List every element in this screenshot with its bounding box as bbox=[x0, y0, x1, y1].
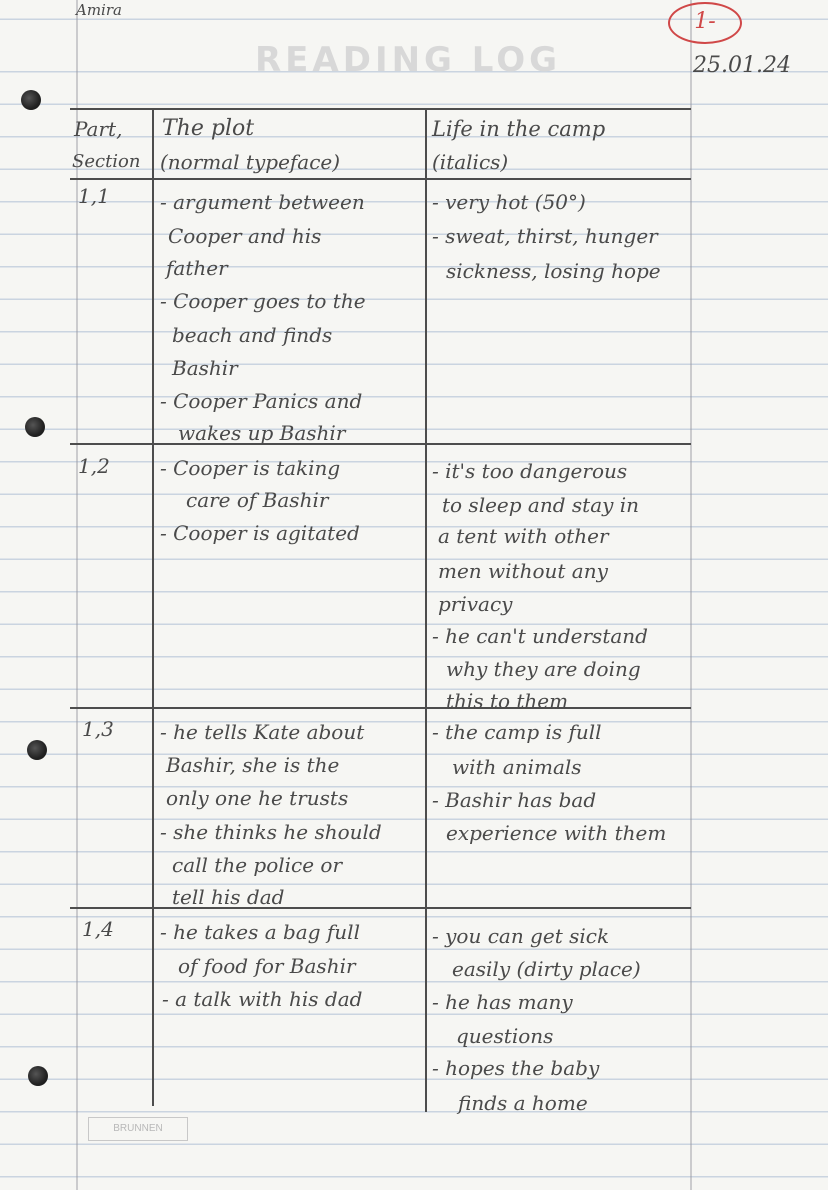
section-label: 1,1 bbox=[78, 184, 110, 208]
plot-line: tell his dad bbox=[172, 885, 285, 909]
camp-line: easily (dirty place) bbox=[452, 957, 641, 981]
camp-line: to sleep and stay in bbox=[442, 493, 640, 517]
header-section: Section bbox=[72, 151, 141, 172]
notebook-brand-logo: BRUNNEN bbox=[88, 1117, 188, 1141]
camp-line: - hopes the baby bbox=[432, 1056, 600, 1080]
date: 25.01.24 bbox=[693, 53, 791, 78]
student-name: Amira bbox=[76, 1, 122, 19]
plot-line: - Cooper is taking bbox=[160, 456, 341, 480]
camp-line: - it's too dangerous bbox=[432, 459, 628, 483]
punch-hole bbox=[25, 417, 45, 437]
camp-line: why they are doing bbox=[446, 657, 641, 681]
punch-hole bbox=[21, 90, 41, 110]
section-label: 1,4 bbox=[82, 917, 114, 941]
plot-line: - a talk with his dad bbox=[162, 987, 363, 1011]
header-plot-note: (normal typeface) bbox=[160, 150, 341, 174]
column-divider-1 bbox=[152, 108, 154, 1106]
camp-line: - the camp is full bbox=[432, 720, 602, 744]
punch-hole bbox=[27, 740, 47, 760]
plot-line: of food for Bashir bbox=[178, 954, 356, 978]
plot-line: Bashir, she is the bbox=[166, 753, 340, 777]
header-camp-note: (italics) bbox=[432, 150, 509, 174]
camp-line: questions bbox=[456, 1024, 554, 1048]
camp-line: this to them bbox=[446, 689, 569, 713]
plot-line: call the police or bbox=[172, 853, 343, 877]
row-divider bbox=[70, 443, 691, 445]
plot-line: father bbox=[166, 256, 228, 280]
plot-line: - she thinks he should bbox=[160, 820, 382, 844]
plot-line: wakes up Bashir bbox=[178, 421, 346, 445]
plot-line: - argument between bbox=[160, 190, 365, 214]
camp-line: - Bashir has bad bbox=[432, 788, 597, 812]
header-plot: The plot bbox=[162, 116, 255, 141]
plot-line: - Cooper Panics and bbox=[160, 389, 363, 413]
grade-mark: 1- bbox=[668, 2, 742, 44]
plot-line: only one he trusts bbox=[166, 786, 349, 810]
camp-line: sickness, losing hope bbox=[446, 259, 661, 283]
plot-line: Cooper and his bbox=[168, 224, 322, 248]
camp-line: a tent with other bbox=[438, 524, 609, 548]
camp-line: finds a home bbox=[458, 1091, 588, 1115]
plot-line: - Cooper is agitated bbox=[160, 521, 360, 545]
plot-line: beach and finds bbox=[172, 323, 333, 347]
camp-line: privacy bbox=[438, 592, 513, 616]
section-label: 1,3 bbox=[82, 717, 114, 741]
plot-line: care of Bashir bbox=[186, 488, 329, 512]
header-camp: Life in the camp bbox=[432, 117, 606, 141]
row-divider bbox=[70, 707, 691, 709]
camp-line: - sweat, thirst, hunger bbox=[432, 224, 658, 248]
camp-line: with animals bbox=[452, 755, 582, 779]
camp-line: - he has many bbox=[432, 990, 573, 1014]
camp-line: - very hot (50°) bbox=[432, 190, 586, 214]
section-label: 1,2 bbox=[78, 454, 110, 478]
column-divider-2 bbox=[425, 108, 427, 1112]
page-title: READING LOG bbox=[255, 40, 562, 80]
plot-line: - he tells Kate about bbox=[160, 720, 365, 744]
table-top-border bbox=[70, 108, 691, 110]
camp-line: men without any bbox=[438, 559, 608, 583]
punch-hole bbox=[28, 1066, 48, 1086]
camp-line: - you can get sick bbox=[432, 924, 610, 948]
plot-line: - he takes a bag full bbox=[160, 920, 360, 944]
camp-line: - he can't understand bbox=[432, 624, 648, 648]
plot-line: - Cooper goes to the bbox=[160, 289, 366, 313]
row-divider bbox=[70, 907, 691, 909]
plot-line: Bashir bbox=[172, 356, 238, 380]
camp-line: experience with them bbox=[446, 821, 667, 845]
header-part: Part, bbox=[74, 117, 123, 141]
